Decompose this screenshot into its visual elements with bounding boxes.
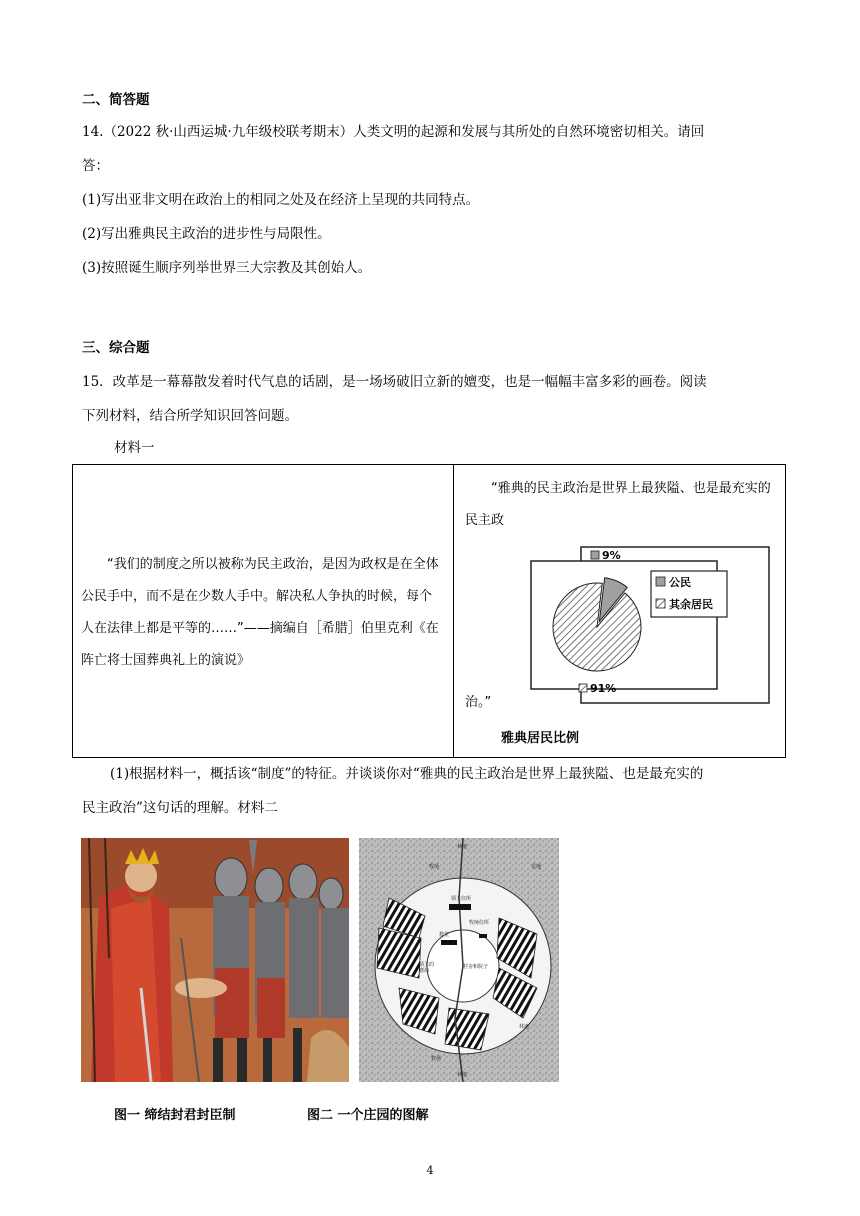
manor-label-lord-land: 领主的 bbox=[419, 962, 435, 968]
page-number: 4 bbox=[426, 1164, 434, 1177]
chart-caption: 雅典居民比例 bbox=[501, 731, 580, 746]
chart-legend bbox=[651, 571, 727, 617]
athens-population-pie-chart bbox=[507, 545, 777, 705]
figure-1-caption: 图一 缔结封君封臣制 bbox=[114, 1108, 236, 1123]
manor-label-mill: 磨坊 bbox=[419, 968, 430, 974]
section-heading-short-answer: 二、简答题 bbox=[82, 92, 150, 108]
legend-others-label: 其余居民 bbox=[669, 598, 713, 611]
feudal-investiture-painting bbox=[81, 838, 349, 1082]
manor-diagram bbox=[359, 838, 559, 1082]
question-14-part2: (2)写出雅典民主政治的进步性与局限性。 bbox=[82, 226, 331, 242]
material-1-table bbox=[72, 464, 786, 758]
athens-quote-end: 治。” bbox=[465, 695, 492, 710]
manor-label-wasteland: 荒地 bbox=[531, 864, 542, 870]
label-91-text: 91% bbox=[590, 682, 617, 695]
legend-citizens-label: 公民 bbox=[669, 576, 691, 589]
question-15-part1: (1)根据材料一，概括该“制度”的特征。并谈谈你对“雅典的民主政治是世界上最狭隘、也是最充实的 bbox=[110, 766, 704, 782]
question-15-part1-cont: 民主政治”这句话的理解。材料二 bbox=[82, 800, 278, 816]
manor-label-priest: 牧师住所 bbox=[469, 920, 490, 926]
question-14-part3: (3)按照诞生顺序列举世界三大宗教及其创始人。 bbox=[82, 260, 372, 276]
pericles-quote bbox=[81, 549, 443, 677]
label-91-swatch bbox=[579, 684, 587, 692]
section-heading-comprehensive: 三、综合题 bbox=[82, 340, 150, 356]
question-15-stem-cont: 下列材料，结合所学知识回答问题。 bbox=[82, 408, 298, 424]
question-14-part1: (1)写出亚非文明在政治上的相同之处及在经济上呈现的共同特点。 bbox=[82, 192, 480, 208]
manor-label-pasture-top: 牧场 bbox=[429, 864, 440, 870]
figure-2-caption: 图二 一个庄园的图解 bbox=[307, 1108, 429, 1123]
question-15-stem: 15．改革是一幕幕散发着时代气息的话剧，是一场场破旧立新的嬗变，也是一幅幅丰富多彩的画卷。阅读 bbox=[82, 374, 707, 390]
legend-others-swatch bbox=[656, 599, 665, 608]
manor-label-forest-top: 林地 bbox=[457, 844, 468, 850]
label-9-text: 9% bbox=[602, 549, 621, 562]
table-divider bbox=[453, 465, 454, 757]
athens-quote-start bbox=[465, 473, 779, 537]
material-1-label: 材料一 bbox=[114, 440, 155, 456]
manor-label-village: 村舍和院子 bbox=[463, 964, 489, 970]
label-9-swatch bbox=[591, 551, 599, 559]
manor-label-pasture-bottom: 牧场 bbox=[431, 1056, 442, 1062]
question-14-stem: 14.（2022 秋·山西运城·九年级校联考期末）人类文明的起源和发展与其所处的自然环境密切相关。请回 bbox=[82, 124, 705, 140]
manor-label-church: 教堂 bbox=[439, 932, 450, 938]
manor-label-forest-bottom: 林地 bbox=[457, 1072, 468, 1078]
manor-label-lord: 领主住所 bbox=[451, 896, 472, 902]
legend-citizens-swatch bbox=[656, 577, 665, 586]
pericles-quote-text: “我们的制度之所以被称为民主政治，是因为政权是在全体公民手中，而不是在少数人手中。解决私人争执的时候，每个人在法律上都是平等的……”——摘编自［希腊］伯里克利《在阵亡将士国葬典礼上的演说》 bbox=[81, 557, 439, 668]
athens-quote-start-text: “雅典的民主政治是世界上最狭隘、也是最充实的民主政 bbox=[465, 481, 771, 528]
question-14-stem-cont: 答： bbox=[82, 158, 109, 174]
pie-slice-other-residents bbox=[553, 583, 641, 671]
manor-label-forest-right: 林地 bbox=[519, 1024, 530, 1030]
